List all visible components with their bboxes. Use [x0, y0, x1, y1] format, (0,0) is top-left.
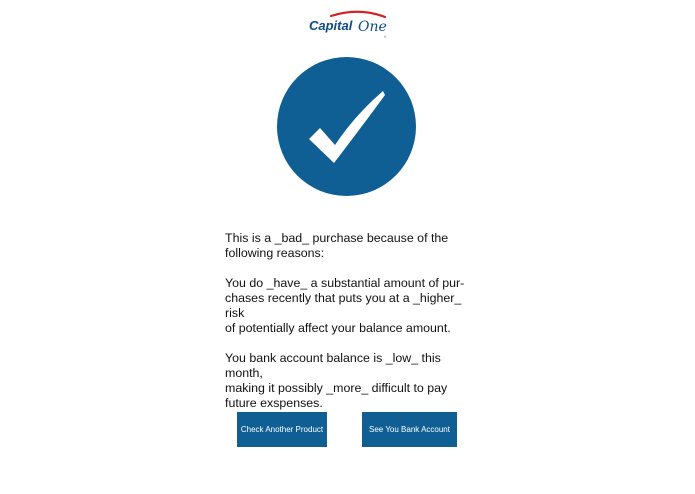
checkmark-icon	[277, 57, 416, 196]
see-bank-account-button[interactable]: See You Bank Account	[362, 412, 457, 447]
svg-text:®: ®	[384, 35, 387, 39]
purchase-assessment-message	[225, 231, 475, 426]
svg-text:Capital: Capital	[309, 18, 353, 33]
assessment-reason-balance: You bank account balance is _low_ this month, making it possibly _more_ difficult to pay future exspenses.	[225, 351, 448, 410]
assessment-intro: This is a _bad_ purchase because of the following reasons:	[225, 231, 449, 260]
capital-one-logo	[307, 9, 387, 39]
svg-text:One: One	[358, 19, 387, 35]
success-check-badge	[277, 57, 416, 196]
capital-one-logo-graphic	[307, 9, 387, 39]
check-another-product-button[interactable]: Check Another Product	[237, 412, 327, 447]
assessment-reason-purchases: You do _have_ a substantial amount of pur- chases recently that puts you at a _higher_ risk of potentially affect your balance amount.	[225, 276, 465, 335]
